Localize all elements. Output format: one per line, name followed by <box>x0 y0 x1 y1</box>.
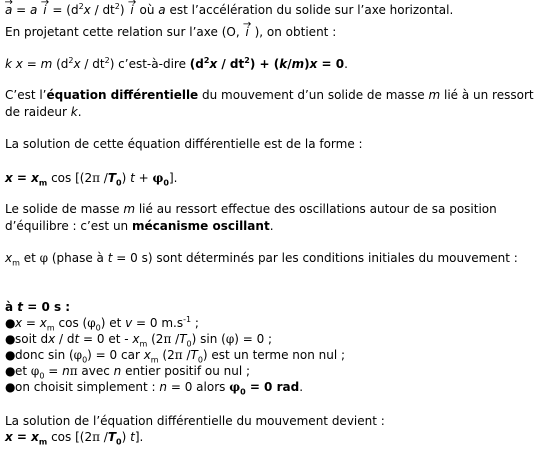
var-m: m <box>428 88 441 102</box>
text: / dt <box>90 3 115 17</box>
text: lié à un ressort de raideur <box>5 88 534 119</box>
var-x: x <box>15 316 23 330</box>
list-item <box>5 348 345 363</box>
paragraph-equation-diff <box>5 87 550 121</box>
vector-i: → i <box>41 3 48 18</box>
subscript: 0 <box>95 323 101 333</box>
text: / <box>99 430 108 444</box>
subscript: m <box>12 258 20 268</box>
phi-symbol: φ <box>73 348 83 362</box>
var-n: n <box>159 380 168 394</box>
list-item <box>5 332 272 347</box>
phi-symbol: φ <box>39 251 49 265</box>
phi-symbol: φ <box>87 316 96 330</box>
text: ) = 0 ; <box>234 332 273 346</box>
initial-time-heading <box>5 300 70 315</box>
text: ]. <box>168 171 178 185</box>
bullet-icon: ● <box>5 348 16 362</box>
text: = (d <box>48 3 79 17</box>
text: . <box>299 380 304 394</box>
text: ) + ( <box>249 57 280 71</box>
text: / <box>99 171 108 185</box>
text: = <box>12 430 32 444</box>
var-T: T <box>107 430 117 444</box>
text: à <box>5 300 18 314</box>
subscript: 0 <box>186 339 192 349</box>
text: cos ( <box>54 316 88 330</box>
var-x: x <box>143 348 151 362</box>
list-item <box>5 380 303 395</box>
text: / <box>171 332 180 346</box>
text: / dt <box>80 57 105 71</box>
text: = <box>44 364 63 378</box>
paragraph-solution-form: La solution de cette équation différentielle est de la forme : <box>5 137 363 151</box>
var-T: T <box>179 332 187 346</box>
exponent: 2 <box>244 56 250 65</box>
var-t: t <box>74 332 80 346</box>
subscript: m <box>38 437 48 447</box>
subscript: 0 <box>163 178 169 188</box>
text: et <box>15 364 31 378</box>
text: = 0 s) sont déterminés par les conditions initiales du mouvement : <box>112 251 518 265</box>
var-n: n <box>62 364 70 378</box>
text: ) sin ( <box>191 332 226 346</box>
var-x: x <box>48 332 56 346</box>
text: = <box>22 316 40 330</box>
pi-symbol: π <box>69 364 78 378</box>
var-t: t <box>130 430 135 444</box>
text: ) est un terme non nul ; <box>202 348 346 362</box>
subscript: 0 <box>82 355 88 365</box>
exponent: 2 <box>203 56 210 65</box>
text: = 0 alors <box>167 380 230 394</box>
text: ) <box>304 57 310 71</box>
var-x: x <box>39 316 47 330</box>
bold-term: équation différentielle <box>46 88 199 102</box>
subscript: m <box>150 355 159 365</box>
var-m: m <box>123 202 136 216</box>
vector-i: → i <box>243 25 250 40</box>
text: / d <box>55 332 75 346</box>
var-x: x <box>31 171 39 185</box>
var-T: T <box>190 348 198 362</box>
bullet-icon: ● <box>5 316 16 330</box>
text: et <box>19 251 40 265</box>
paragraph-initial-conditions <box>5 250 550 267</box>
list-item <box>5 364 250 379</box>
var-x: x <box>132 332 140 346</box>
text: = 0 m.s <box>132 316 184 330</box>
var-a: a <box>158 3 166 17</box>
vector-a: → a <box>5 3 12 18</box>
var-a: a <box>30 3 38 17</box>
phi-symbol: φ <box>229 380 241 394</box>
paragraph-final-solution: La solution de l’équation différentielle du mouvement devient : <box>5 414 385 428</box>
text: soit d <box>15 332 49 346</box>
exponent: 2 <box>104 56 110 65</box>
general-solution <box>5 171 177 186</box>
pi-symbol: π <box>174 348 183 362</box>
bullet-icon: ● <box>5 332 16 346</box>
text: En projetant cette relation sur l’axe (O, <box>5 25 244 39</box>
var-x: x <box>31 430 39 444</box>
phi-symbol: φ <box>225 332 235 346</box>
var-x: x <box>11 57 23 71</box>
text: (d <box>52 57 69 71</box>
subscript: 0 <box>240 387 246 397</box>
var-t: t <box>107 251 113 265</box>
text: (2 <box>147 332 164 346</box>
text: ) <box>121 171 131 185</box>
var-x: x <box>73 57 81 71</box>
text: cos [(2 <box>47 171 93 185</box>
subscript: m <box>38 178 48 188</box>
text: avec <box>77 364 114 378</box>
exponent: 2 <box>68 56 74 65</box>
text: donc sin ( <box>15 348 74 362</box>
text: ) <box>119 3 129 17</box>
var-t: t <box>17 300 24 314</box>
differential-equation-line <box>5 57 348 72</box>
text: = <box>22 57 41 71</box>
text: (phase à <box>48 251 108 265</box>
bullet-icon: ● <box>5 380 16 394</box>
text: cos [(2 <box>47 430 93 444</box>
bold-term: mécanisme oscillant <box>131 219 270 233</box>
text: lié au ressort effectue des oscillations autour de sa position d’équilibre : c’est un <box>5 202 497 233</box>
text: du mouvement d’un solide de masse <box>198 88 429 102</box>
var-k: k <box>279 57 288 71</box>
text: ), on obtient : <box>250 25 337 39</box>
var-x: x <box>83 3 91 17</box>
text: on choisit simplement : <box>15 380 160 394</box>
text: . <box>269 219 274 233</box>
text: / <box>287 57 292 71</box>
var-t: t <box>130 171 135 185</box>
var-x: x <box>309 57 318 71</box>
text: où <box>135 3 159 17</box>
bold-term: = 0 rad <box>245 380 300 394</box>
text: / dt <box>217 57 245 71</box>
text: + <box>134 171 153 185</box>
text: = <box>12 3 31 17</box>
var-x: x <box>5 171 13 185</box>
phi-symbol: φ <box>30 364 40 378</box>
newton-relation-line <box>5 3 453 18</box>
phi-symbol: φ <box>152 171 164 185</box>
text: C’est l’ <box>5 88 47 102</box>
subscript: 0 <box>197 355 203 365</box>
var-v: v <box>125 316 133 330</box>
text: (d <box>189 57 204 71</box>
final-solution <box>5 430 143 445</box>
exponent: 2 <box>78 2 84 11</box>
var-m: m <box>291 57 305 71</box>
var-n: n <box>113 364 122 378</box>
var-x: x <box>209 57 218 71</box>
text: entier positif ou nul ; <box>121 364 251 378</box>
text: ) et <box>100 316 126 330</box>
pi-symbol: π <box>92 171 100 185</box>
text: = 0 et - <box>79 332 133 346</box>
var-k: k <box>5 57 12 71</box>
projection-line <box>5 25 336 40</box>
text: = 0 <box>317 57 345 71</box>
text: Le solide de masse <box>5 202 124 216</box>
pi-symbol: π <box>92 430 100 444</box>
subscript: 0 <box>116 437 122 447</box>
text: = 0 s : <box>23 300 71 314</box>
text: ) <box>121 430 131 444</box>
text: / <box>182 348 191 362</box>
bullet-icon: ● <box>5 364 16 378</box>
subscript: 0 <box>116 178 122 188</box>
text: ) = 0 car <box>87 348 144 362</box>
text: = <box>12 171 32 185</box>
subscript: m <box>46 323 55 333</box>
text: ; <box>191 316 199 330</box>
var-x: x <box>5 430 13 444</box>
text: est l’accélération du solide sur l’axe horizontal. <box>165 3 454 17</box>
exponent: 2 <box>114 2 120 11</box>
text: ) c’est-à-dire <box>109 57 190 71</box>
exponent: -1 <box>183 315 192 324</box>
pi-symbol: π <box>163 332 172 346</box>
subscript: 0 <box>39 371 45 381</box>
text: . <box>344 57 348 71</box>
text: (2 <box>158 348 175 362</box>
var-T: T <box>107 171 117 185</box>
text: . <box>77 105 82 119</box>
var-m: m <box>40 57 53 71</box>
var-k: k <box>70 105 78 119</box>
subscript: m <box>139 339 148 349</box>
var-x: x <box>5 251 13 265</box>
paragraph-oscillations <box>5 201 550 235</box>
text: ]. <box>134 430 144 444</box>
vector-i: → i <box>128 3 135 18</box>
list-item <box>5 316 199 331</box>
